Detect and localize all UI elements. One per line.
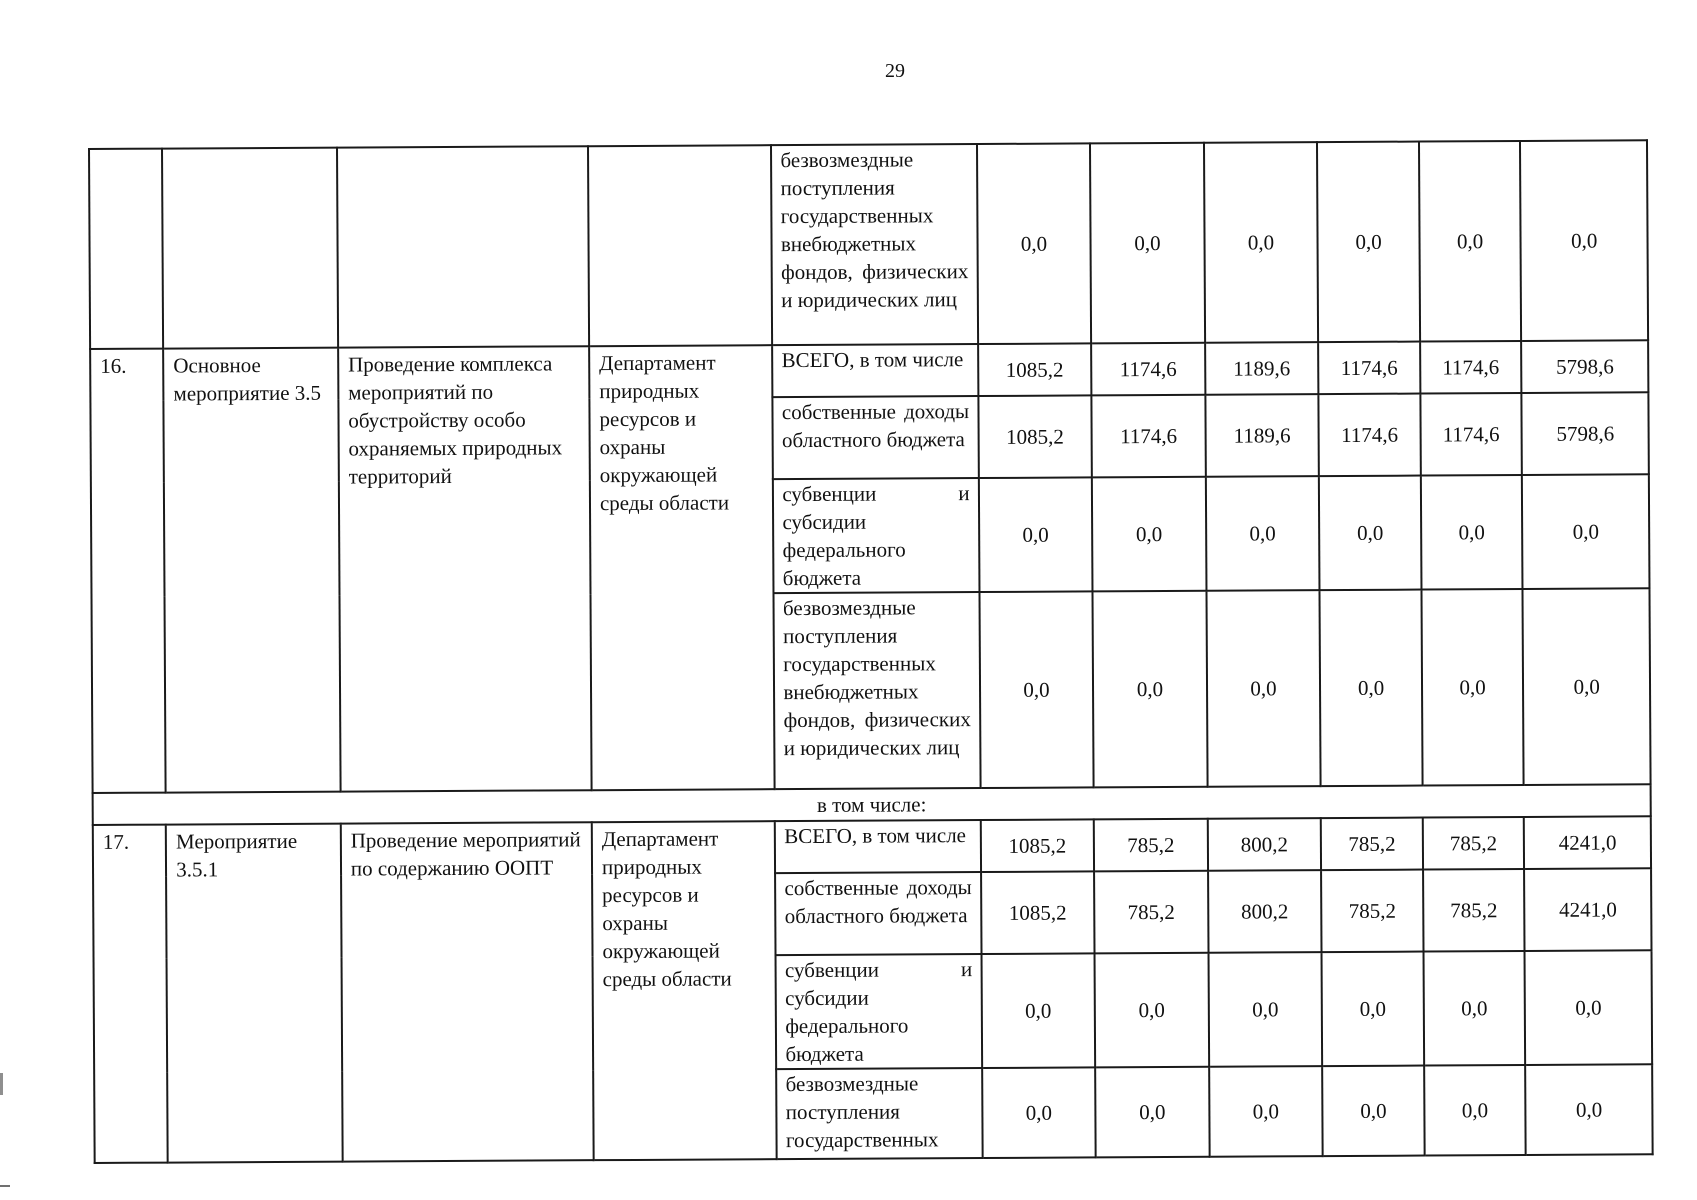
value-cell: 0,0: [1423, 951, 1525, 1066]
value-cell: 0,0: [1520, 140, 1648, 341]
executor-cell: Департамент природных ресурсов и охраны окружающей среды области: [589, 345, 775, 790]
program-funding-table: [88, 139, 1654, 1164]
value-cell: 1085,2: [981, 871, 1095, 954]
value-cell: 785,2: [1423, 869, 1525, 952]
value-cell: 0,0: [981, 953, 1095, 1068]
value-cell: 0,0: [982, 1067, 1096, 1158]
value-cell: 0,0: [1093, 591, 1208, 788]
measure-description-cell: Проведение комплекса мероприятий по обустройству особо охраняемых природных территорий: [338, 346, 592, 791]
value-cell: 0,0: [978, 477, 1092, 592]
value-cell: 4241,0: [1524, 816, 1651, 869]
value-cell: 0,0: [1206, 590, 1321, 787]
funding-source-cell: субвенции и субсидии федерального бюджета: [776, 954, 982, 1069]
margin-mark: [0, 1185, 10, 1187]
value-cell: 0,0: [1523, 588, 1651, 785]
table-row: [93, 816, 1651, 877]
cell-empty: [588, 145, 773, 346]
value-cell: 1174,6: [1420, 393, 1522, 476]
value-cell: 1085,2: [978, 395, 1092, 478]
value-cell: 0,0: [1319, 476, 1421, 591]
value-cell: 4241,0: [1524, 868, 1651, 951]
funding-source-cell: безвозмездные поступления государственных: [777, 1068, 983, 1159]
value-cell: 0,0: [1208, 952, 1322, 1067]
value-cell: 0,0: [1522, 474, 1649, 589]
executor-cell: Департамент природных ресурсов и охраны окружающей среды области: [592, 821, 777, 1160]
row-number-cell: 16.: [90, 349, 166, 793]
value-cell: 0,0: [1092, 477, 1206, 592]
value-cell: 1189,6: [1205, 342, 1319, 395]
value-cell: 1174,6: [1092, 395, 1206, 478]
value-cell: 5798,6: [1521, 340, 1648, 393]
value-cell: 0,0: [1095, 953, 1209, 1068]
table-row: [90, 340, 1648, 401]
value-cell: 0,0: [1421, 589, 1524, 786]
funding-source-cell: безвозмездные поступления государственных внебюджетных фондов, физических и юридических лиц: [771, 144, 977, 345]
value-cell: 0,0: [977, 143, 1092, 344]
value-cell: 0,0: [979, 591, 1094, 788]
value-cell: 5798,6: [1522, 392, 1649, 475]
value-cell: 800,2: [1208, 870, 1322, 953]
cell-empty: [162, 148, 338, 349]
value-cell: 1189,6: [1205, 394, 1319, 477]
value-cell: 0,0: [1206, 476, 1320, 591]
measure-description-cell: Проведение мероприятий по содержанию ООПТ: [341, 822, 594, 1161]
value-cell: 1174,6: [1420, 341, 1522, 394]
value-cell: 0,0: [1525, 1064, 1652, 1155]
value-cell: 800,2: [1207, 818, 1321, 871]
value-cell: 785,2: [1321, 818, 1423, 871]
value-cell: 0,0: [1322, 1066, 1424, 1157]
value-cell: 785,2: [1094, 819, 1208, 872]
measure-name-cell: Мероприятие 3.5.1: [166, 824, 343, 1163]
value-cell: 0,0: [1322, 952, 1424, 1067]
in-that-number-heading: в том числе:: [93, 784, 1651, 825]
value-cell: 785,2: [1321, 870, 1423, 953]
value-cell: 0,0: [1095, 1067, 1209, 1158]
value-cell: 1085,2: [980, 819, 1094, 872]
measure-name-cell: Основное мероприятие 3.5: [163, 348, 340, 793]
value-cell: 0,0: [1209, 1066, 1323, 1157]
value-cell: 0,0: [1317, 142, 1420, 343]
funding-source-cell: безвозмездные поступления государственных внебюджетных фондов, физических и юридических лиц: [774, 592, 980, 789]
value-cell: 1174,6: [1319, 394, 1421, 477]
funding-source-cell: субвенции и субсидии федерального бюджета: [773, 478, 979, 593]
value-cell: 785,2: [1423, 817, 1525, 870]
cell-empty: [89, 149, 163, 349]
margin-mark: [0, 1073, 3, 1095]
value-cell: 1174,6: [1091, 343, 1205, 396]
page-number: 29: [885, 60, 905, 82]
value-cell: 0,0: [1424, 1065, 1526, 1156]
value-cell: 0,0: [1320, 590, 1423, 787]
value-cell: 0,0: [1090, 143, 1205, 344]
funding-source-cell: собственные доходы областного бюджета: [775, 872, 981, 955]
value-cell: 785,2: [1094, 871, 1208, 954]
cell-empty: [337, 146, 589, 347]
row-number-cell: 17.: [93, 825, 168, 1163]
funding-source-cell: собственные доходы областного бюджета: [773, 396, 979, 479]
table-row-continuation: [89, 140, 1648, 349]
funding-source-cell: ВСЕГО, в том числе: [775, 820, 981, 873]
value-cell: 1085,2: [978, 343, 1092, 396]
value-cell: 0,0: [1419, 141, 1522, 342]
funding-source-cell: ВСЕГО, в том числе: [772, 344, 978, 397]
value-cell: 1174,6: [1318, 342, 1420, 395]
value-cell: 0,0: [1421, 475, 1523, 590]
value-cell: 0,0: [1525, 950, 1652, 1065]
value-cell: 0,0: [1204, 142, 1319, 343]
